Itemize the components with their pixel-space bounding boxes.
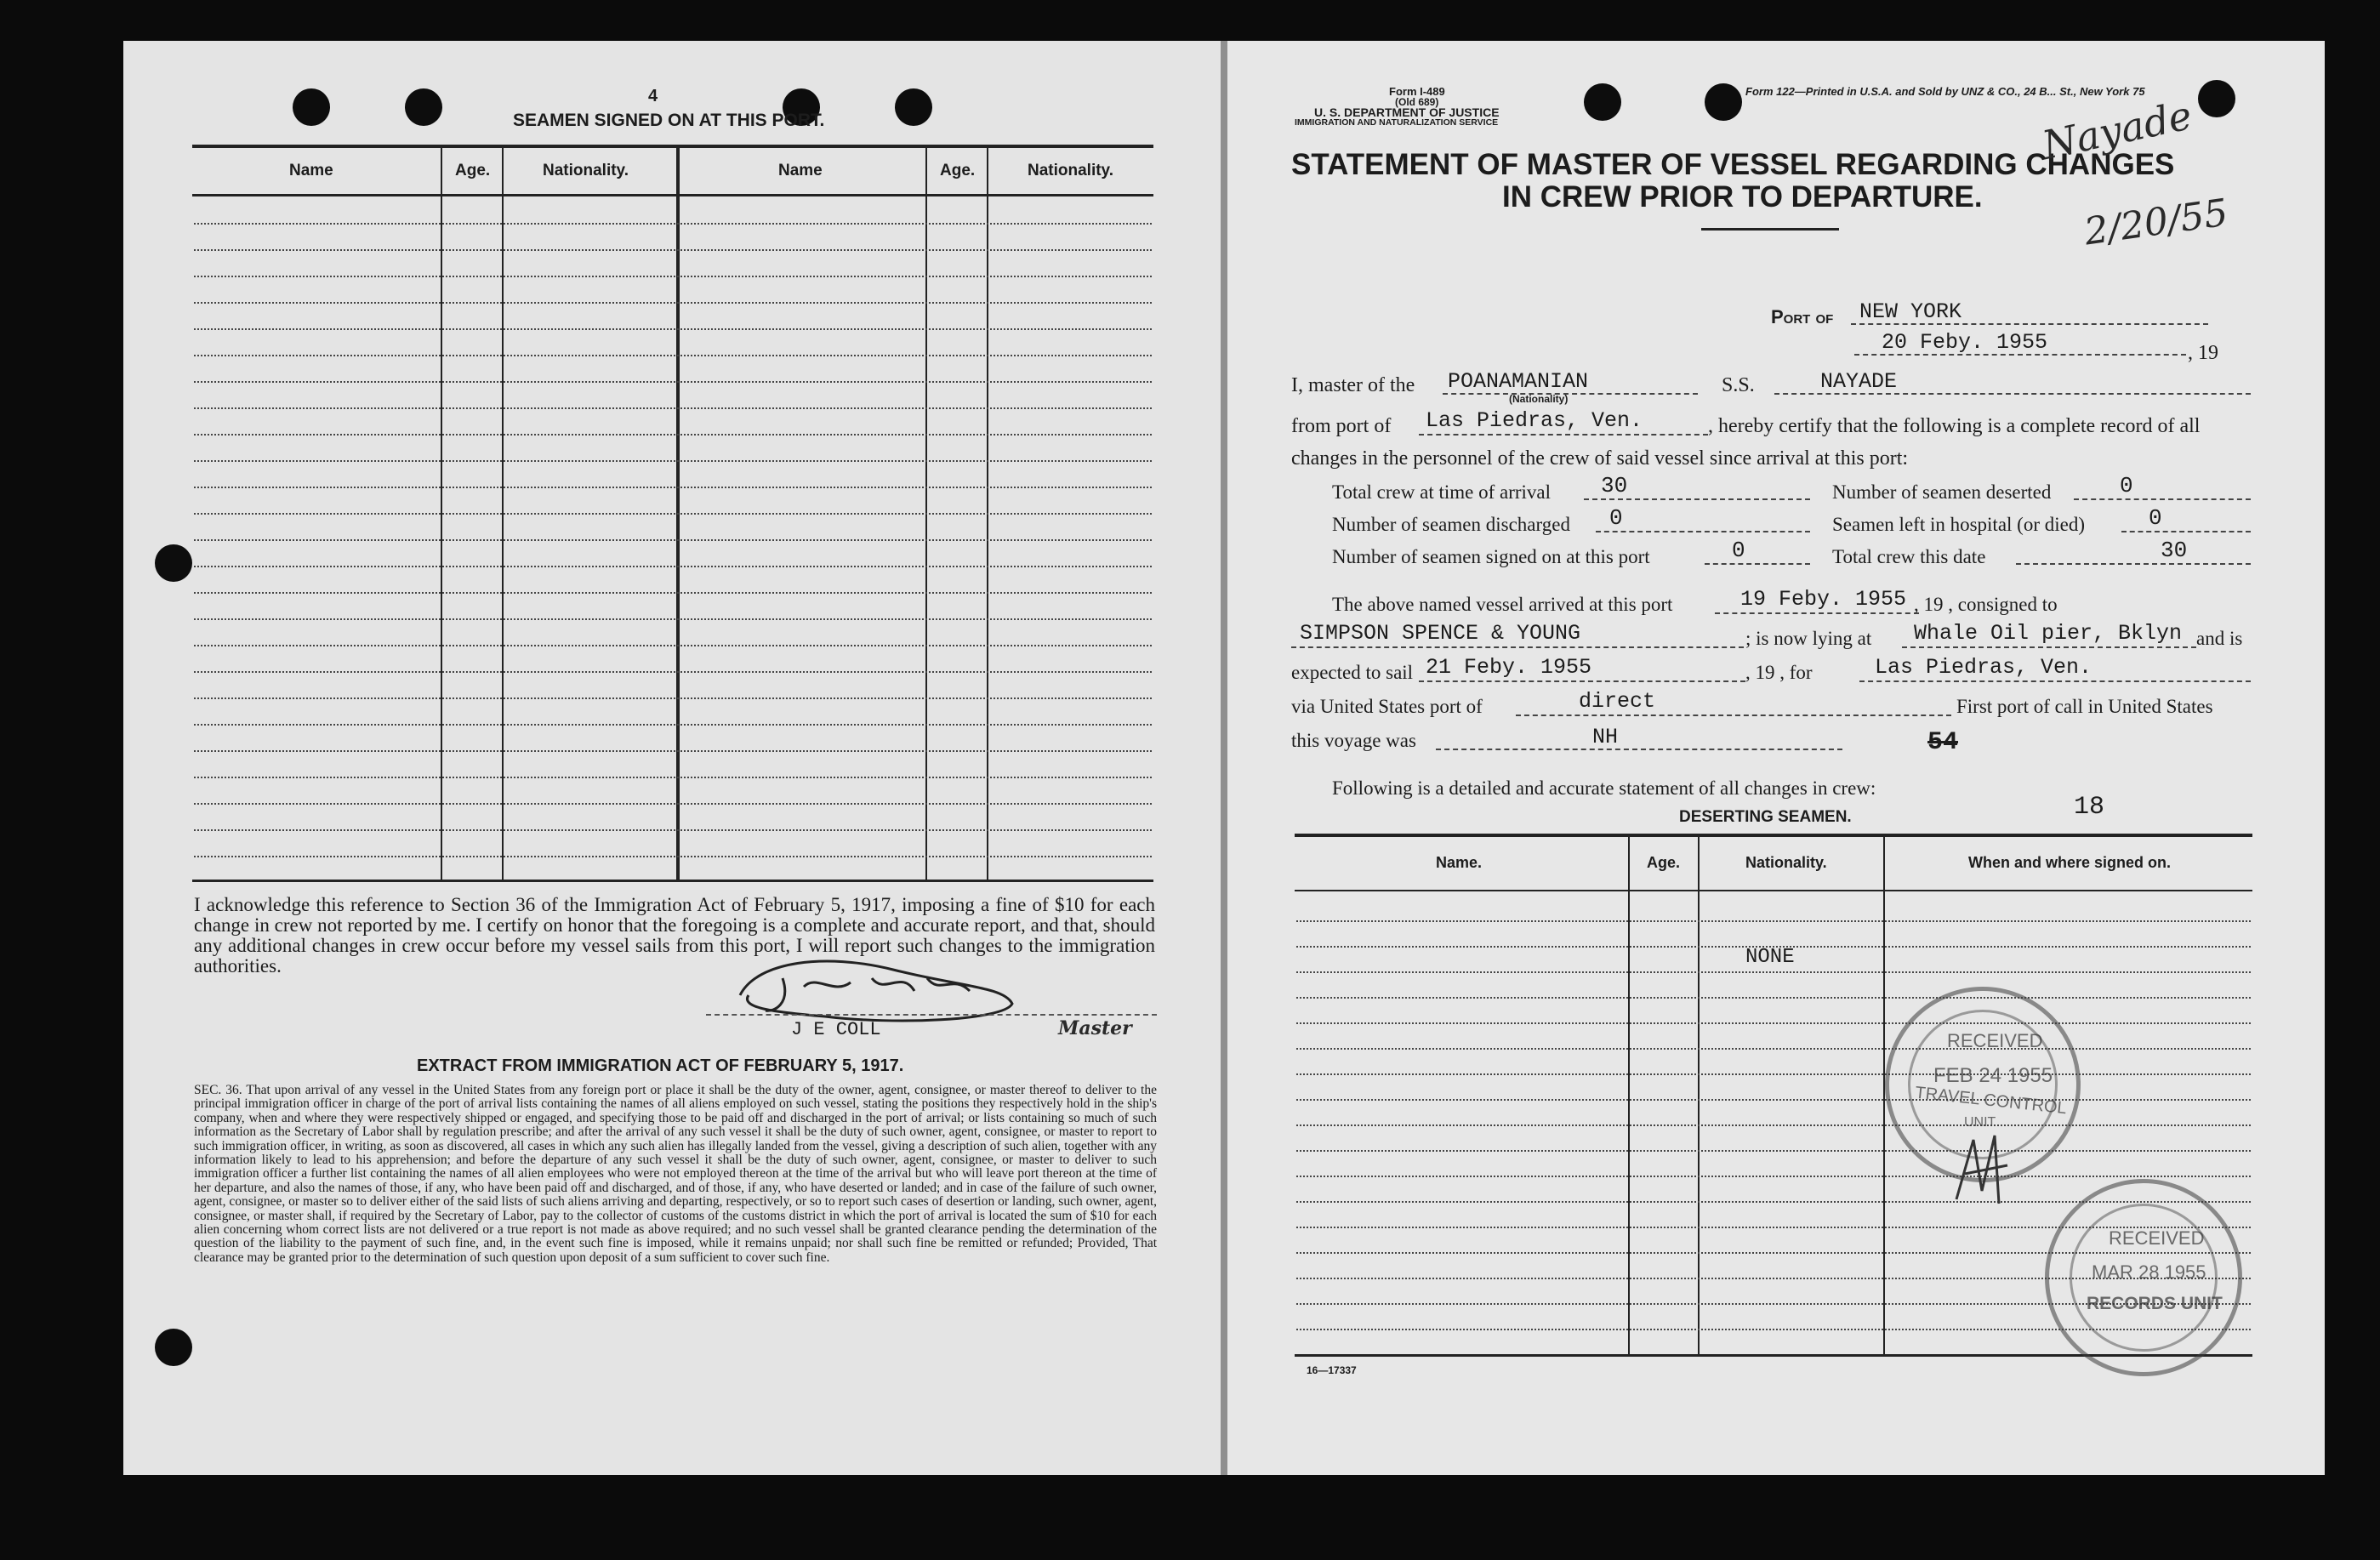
lying-value: Whale Oil pier, Bklyn (1914, 621, 2183, 646)
service-name: IMMIGRATION AND NATURALIZATION SERVICE (1295, 117, 1499, 128)
signed-on-value: 0 (1732, 538, 1745, 563)
port-value: NEW YORK (1859, 299, 1962, 324)
handwritten-ship-note: Nayade (2038, 92, 2196, 168)
master-name: J E COLL (791, 1019, 881, 1040)
hospital-value: 0 (2149, 505, 2162, 531)
form-number: Form I-489 (1389, 85, 1445, 98)
certify-text: , hereby certify that the following is a complete record of all (1708, 415, 2201, 437)
voyage-value: NH (1592, 725, 1619, 749)
for-label: , 19 , for (1745, 662, 1813, 683)
via-label: via United States port of (1291, 696, 1483, 717)
arrived-value: 19 Feby. 1955 (1740, 587, 1907, 612)
col-header-signed-on: When and where signed on. (1968, 854, 2172, 871)
punch-hole (293, 88, 330, 126)
signed-on-label: Number of seamen signed on at this port (1332, 546, 1650, 567)
from-port-label: from port of (1291, 415, 1392, 437)
table-row (194, 355, 1152, 356)
table-row (1296, 1048, 2251, 1050)
table-row (1296, 971, 2251, 973)
punch-hole (155, 1329, 192, 1366)
ship-prefix: S.S. (1722, 374, 1755, 396)
table-row (1296, 1124, 2251, 1126)
punch-hole (895, 88, 932, 126)
nationality-value: POANAMANIAN (1448, 369, 1589, 394)
lying-label: ; is now lying at (1745, 628, 1872, 649)
discharged-label: Number of seamen discharged (1332, 514, 1570, 535)
hospital-label: Seamen left in hospital (or died) (1832, 514, 2086, 535)
table-row (194, 434, 1152, 436)
table-row (1296, 997, 2251, 999)
table-row (194, 724, 1152, 726)
punch-hole (1584, 83, 1621, 121)
extract-title: EXTRACT FROM IMMIGRATION ACT OF FEBRUARY 5, 1917. (417, 1056, 904, 1075)
total-today-label: Total crew this date (1832, 546, 1986, 567)
table-row (1296, 1176, 2251, 1177)
extract-text: SEC. 36. That upon arrival of any vessel in the United States from any foreign port or place it shall be the duty of the owner, agent, consignee, or master thereof to deliver to the principal immigration officer in charge of the port of arrival lists containing the names of all aliens employed on such vessel, stating the positions they respectively hold in the ship's company, when and where they were respectively shipped or engaged, and specifying those to be paid off and discharged in the port of arrival; or lists containing so much of such information as the Secretary of Labor shall by regulation prescribe; and after the arrival of any such vessel it shall be the duty of such owner, agent, consignee, or master to report to such immigration officer, in writing, as soon as discovered, all cases in which any such alien has illegally landed from the vessel, giving a description of such alien, together with any information likely to lead to his apprehension; and before the departure of any such vessel it shall be the duty of such owner, agent, consignee, or master to deliver to such immigration officer a further list containing the names of all alien employees who were not employed thereon at the time of the arrival but who will leave port thereon at the time of her departure, and also the names of those, if any, who have been paid off and discharged, and of those, if any, who have deserted or landed; and in case of the failure of such owner, agent, consignee, or master so to deliver either of the said lists of such aliens arriving and departing, respectively, or so to report such cases of desertion or landing, such owner, agent, consignee, or master shall, if required by the Secretary of Labor, pay to the collector of customs of the customs district in which the port of arrival is located the sum of $10 for each alien concerning whom correct lists are not delivered or a true report is not made as above required; and no such vessel shall be granted clearance pending the determination of the question of the liability to the payment of such fine, and, in the event such fine is imposed, while it remains unpaid; nor shall such fine be remitted or refunded; Provided, That clearance may be granted prior to the determination of such question upon deposit of a sum sufficient to cover such fine. (194, 1083, 1157, 1265)
deserting-number: 18 (2074, 793, 2105, 822)
col-header-nationality: Nationality. (543, 162, 629, 179)
received-stamp-travel-control: RECEIVED FEB 24 1955 TRAVEL CONTROL UNIT (1885, 987, 2081, 1182)
col-header-name: Name (289, 162, 333, 179)
first-port-label: First port of call in United States (1956, 696, 2213, 717)
total-today-value: 30 (2161, 538, 2188, 563)
col-header-name: Name. (1436, 854, 1483, 871)
table-row (194, 829, 1152, 831)
acknowledgment-text: I acknowledge this reference to Section 36 of the Immigration Act of February 5, 1917, imposing a fine of $10 for each change in crew not reported by me. I certify on honor that the foregoing is a complete and accurate report, and that, should any additional changes in crew occur before my vessel sails from this port, I will report such changes to the immigration authorities. (194, 894, 1155, 976)
signed-on-title: SEAMEN SIGNED ON AT THIS PORT. (513, 111, 825, 130)
table-row (1296, 920, 2251, 922)
footer-code: 16—17337 (1307, 1364, 1357, 1376)
date-value: 20 Feby. 1955 (1882, 330, 2048, 355)
ship-name: NAYADE (1820, 369, 1898, 394)
for-value: Las Piedras, Ven. (1875, 655, 2092, 680)
table-row (194, 487, 1152, 488)
form-title-line-2: IN CREW PRIOR TO DEPARTURE. (1502, 180, 1983, 214)
table-row (194, 803, 1152, 805)
table-row (194, 777, 1152, 778)
col-header-age: Age. (455, 162, 491, 179)
punch-hole (2198, 80, 2235, 117)
handwritten-date-note: 2/20/55 (2081, 191, 2231, 254)
page-spine (1221, 41, 1227, 1475)
table-row (1296, 1073, 2251, 1075)
table-row (194, 513, 1152, 515)
table-row (194, 566, 1152, 567)
from-port-value: Las Piedras, Ven. (1426, 408, 1643, 433)
form-title-line-1: STATEMENT OF MASTER OF VESSEL REGARDING CHANGES (1291, 148, 2175, 181)
punch-hole (405, 88, 442, 126)
port-label: Port of (1771, 306, 1834, 327)
arrived-label: The above named vessel arrived at this port (1332, 594, 1673, 615)
deserting-title: DESERTING SEAMEN. (1679, 808, 1852, 826)
total-arrival-value: 30 (1601, 473, 1628, 498)
master-signature (723, 944, 1029, 1029)
col-header-nationality-2: Nationality. (1028, 162, 1113, 179)
none-entry: NONE (1745, 946, 1795, 969)
table-row (194, 750, 1152, 752)
punch-hole (155, 544, 192, 582)
form-old-number: (Old 689) (1395, 96, 1439, 108)
col-header-name-2: Name (778, 162, 823, 179)
table-row (194, 618, 1152, 620)
stamp-initials (1948, 1123, 2024, 1216)
nationality-caption: (Nationality) (1509, 393, 1569, 405)
consigned-label: , 19 , consigned to (1914, 594, 2058, 615)
col-header-nationality: Nationality. (1745, 854, 1827, 871)
department-name: U. S. DEPARTMENT OF JUSTICE (1314, 105, 1500, 119)
table-row (1296, 1099, 2251, 1101)
printer-note: Form 122—Printed in U.S.A. and Sold by UNZ & CO., 24 B... St., New York 75 (1745, 85, 2145, 98)
following-text: Following is a detailed and accurate statement of all changes in crew: (1332, 777, 1876, 799)
table-row (194, 856, 1152, 857)
page-number: 4 (648, 87, 658, 105)
table-row (194, 697, 1152, 699)
year-suffix: , 19 (2188, 342, 2218, 364)
voyage-label: this voyage was (1291, 730, 1416, 751)
via-value: direct (1579, 689, 1656, 714)
punch-hole (1705, 83, 1742, 121)
consignee-value: SIMPSON SPENCE & YOUNG (1300, 621, 1581, 646)
master-prefix: I, master of the (1291, 374, 1415, 396)
discharged-value: 0 (1609, 505, 1623, 531)
table-row (194, 592, 1152, 594)
deserted-value: 0 (2120, 473, 2133, 498)
deserted-label: Number of seamen deserted (1832, 481, 2052, 503)
expected-value: 21 Feby. 1955 (1426, 655, 1592, 680)
changes-text: changes in the personnel of the crew of said vessel since arrival at this port: (1291, 447, 1909, 470)
table-row (194, 223, 1152, 225)
total-arrival-label: Total crew at time of arrival (1332, 481, 1552, 503)
voyage-number: 54 (1927, 728, 1959, 757)
received-stamp-records-unit: RECEIVED MAR 28 1955 RECORDS UNIT (2045, 1179, 2242, 1376)
col-header-age-2: Age. (940, 162, 976, 179)
master-label: Master (1058, 1017, 1132, 1039)
table-row (1296, 1150, 2251, 1152)
col-header-age: Age. (1647, 854, 1681, 871)
table-row (1296, 1022, 2251, 1024)
table-row (194, 407, 1152, 409)
table-row (194, 671, 1152, 673)
table-row (194, 645, 1152, 646)
table-row (194, 328, 1152, 330)
table-row (194, 249, 1152, 251)
table-row (194, 460, 1152, 462)
table-row (194, 302, 1152, 304)
expected-label: expected to sail (1291, 662, 1414, 683)
and-is-text: and is (2196, 628, 2243, 649)
table-row (194, 381, 1152, 383)
table-row (194, 539, 1152, 541)
table-row (194, 276, 1152, 277)
